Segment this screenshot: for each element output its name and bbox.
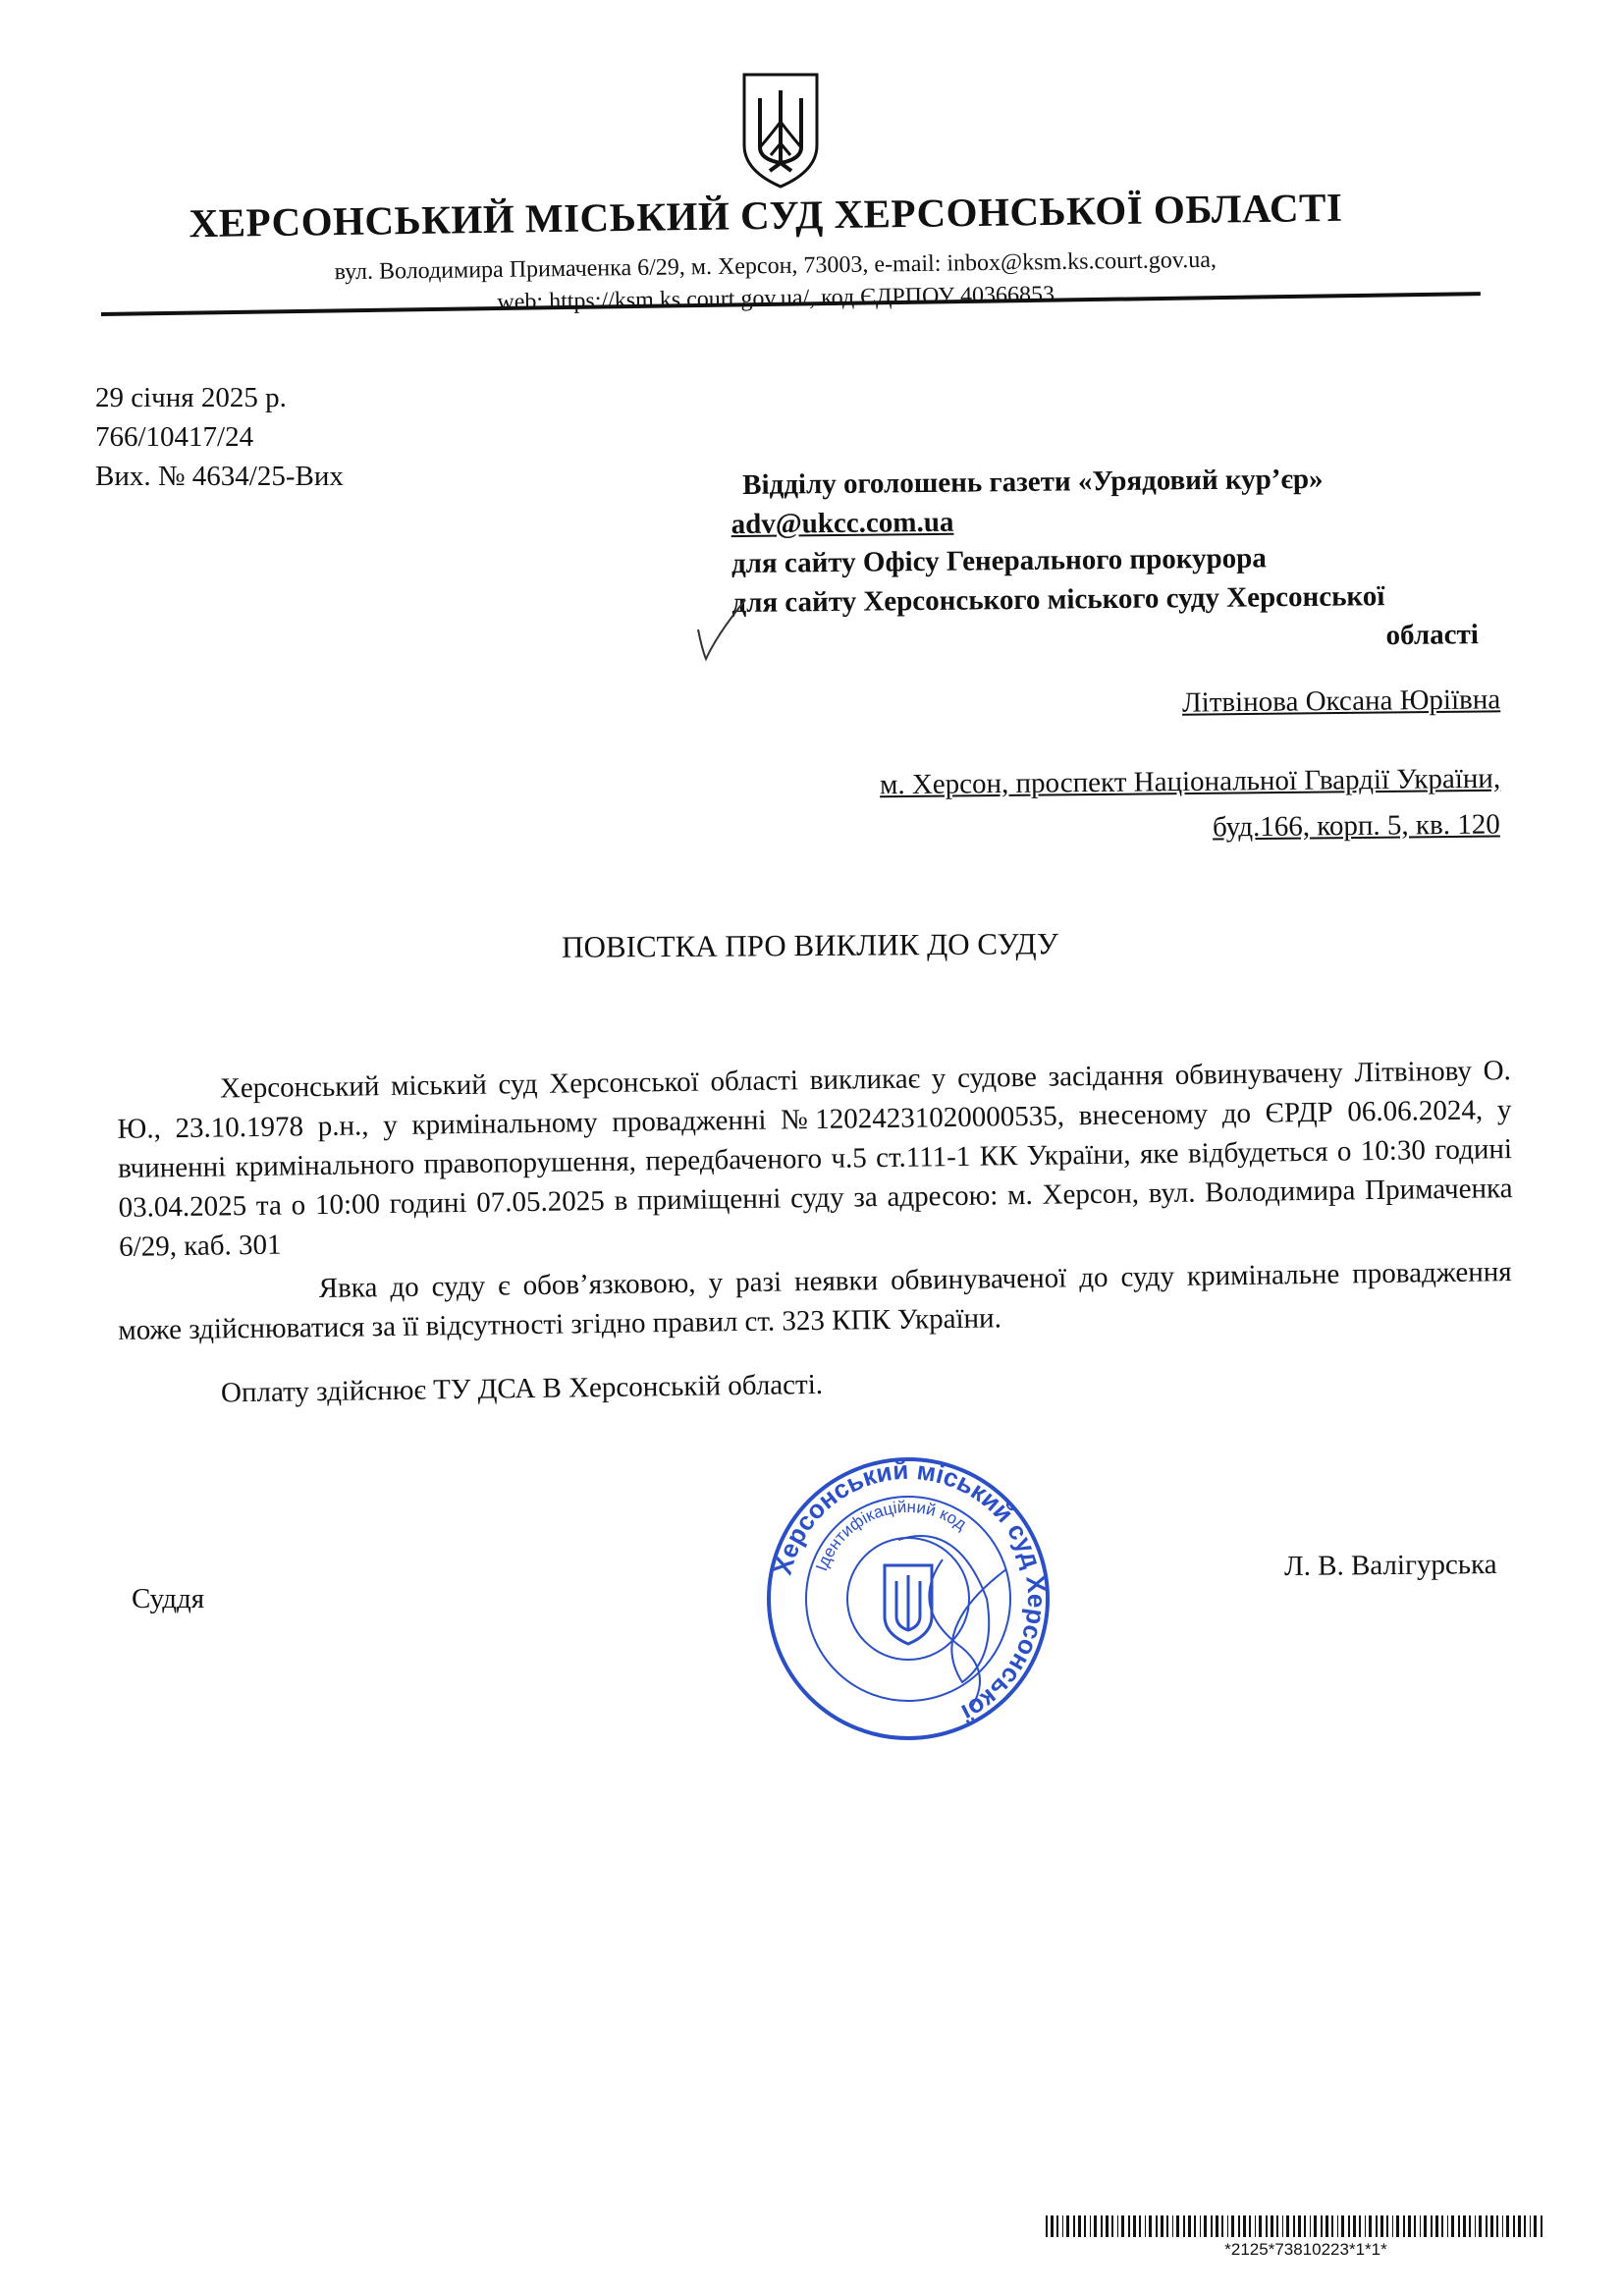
stamp-outer-text: Херсонський міський суд Херсонської [767, 1454, 1053, 1728]
court-name: ХЕРСОНСЬКИЙ МІСЬКИЙ СУД ХЕРСОНСЬКОЇ ОБЛАСТІ [189, 184, 1343, 246]
addressee-address-line-2: буд.166, корп. 5, кв. 120 [1213, 808, 1501, 844]
coat-of-arms-icon [736, 69, 825, 191]
document-date: 29 січня 2025 р. [95, 382, 287, 413]
stamp-inner-text: Ідентифікаційний код [812, 1497, 970, 1574]
recipient-court-site-cont: області [1385, 619, 1479, 652]
judge-name: Л. В. Валігурська [1284, 1549, 1498, 1582]
body-paragraph-3: Оплату здійснює ТУ ДСА В Херсонській області. [220, 1368, 824, 1409]
court-address-line-2: web: https://ksm.ks.court.gov.ua/, код ЄДРПОУ 40366853 [497, 282, 1055, 315]
barcode-text: *2125*73810223*1*1* [1224, 2240, 1387, 2259]
barcode-icon [1046, 2215, 1546, 2237]
addressee-address-line-1: м. Херсон, проспект Національної Гвардії України, [879, 762, 1501, 801]
court-address-line-1: вул. Володимира Примаченка 6/29, м. Херсон, 73003, e-mail: inbox@ksm.ks.court.gov.ua, [334, 246, 1217, 286]
outgoing-number: Вих. № 4634/25-Вих [95, 461, 344, 492]
body-paragraph-2: Явка до суду є обов’язковою, у разі неявки обвинуваченої до суду кримінальне провадження може здійснюватися за її відсутності згідно правил ст. 323 КПК України. [118, 1256, 1512, 1346]
body-paragraph-1: Херсонський міський суд Херсонської області викликає у судове засідання обвинувачену Літвінову О. Ю., 23.10.1978 р.н., у кримінальному провадженні №12024231020000535, внесеному до ЄРДР 06.06.2024, у вчиненні кримінального правопорушення, передбаченого ч.5 ст.111-1 КК України, яке відбудеться о 10:30 годині 03.04.2025 та о 10:00 годині 07.05.2025 в приміщенні суду за адресою: м. Херсон, вул. Володимира Примаченка 6/29, каб. 301 [117, 1055, 1513, 1263]
recipient-prosecutor-site: для сайту Офісу Генерального прокурора [730, 542, 1267, 580]
recipient-court-site: для сайту Херсонського міського суду Херсонської [731, 580, 1385, 620]
official-stamp [761, 1451, 1055, 1746]
document-title: ПОВІСТКА ПРО ВИКЛИК ДО СУДУ [561, 926, 1058, 964]
handwritten-tick-icon [694, 594, 748, 663]
recipient-email: adv@ukcc.com.ua [730, 506, 954, 541]
signature-role: Суддя [132, 1583, 205, 1614]
document-meta [95, 378, 344, 496]
recipient-newspaper: Відділу оголошень газети «Урядовий кур’єр» [742, 463, 1324, 501]
addressee-name: Літвінова Оксана Юріївна [1181, 683, 1501, 719]
case-number: 766/10417/24 [95, 421, 254, 453]
recipients-block [730, 458, 1498, 662]
